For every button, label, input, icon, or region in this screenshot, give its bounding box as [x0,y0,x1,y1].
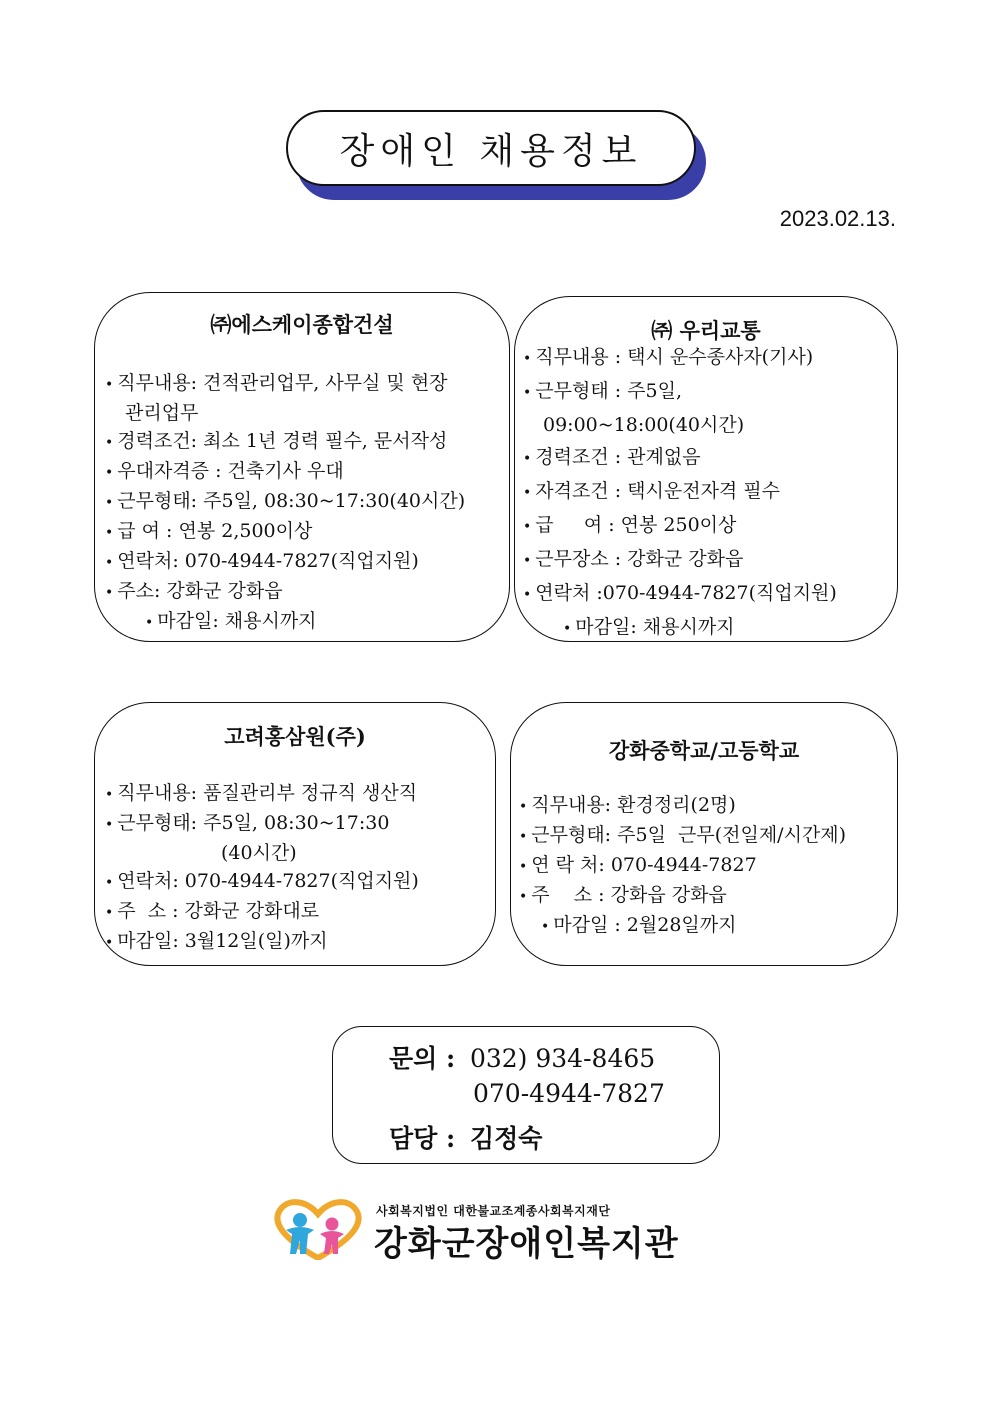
list-item: • 마감일: 채용시까지 [563,616,735,638]
job-card-korea-ginseng [94,702,496,966]
job-detail-list [519,791,846,941]
list-item: • 직무내용: 견적관리업무, 사무실 및 현장 [105,372,448,394]
list-item: • 급 여 : 연봉 250이상 [523,514,737,536]
job-card-ganghwa-school [510,702,898,966]
list-item: • 마감일: 채용시까지 [145,610,317,632]
list-item: • 주 소 : 강화군 강화대로 [105,900,320,922]
list-item: • 직무내용: 품질관리부 정규직 생산직 [105,782,418,804]
list-item: • 근무형태: 주5일, 08:30~17:30 [105,812,390,834]
list-item: 09:00~18:00(40시간) [543,414,745,436]
list-item: • 경력조건: 최소 1년 경력 필수, 문서작성 [105,430,448,452]
manager-line [389,1119,542,1155]
list-item: • 우대자격증 : 건축기사 우대 [105,460,344,482]
card-title: 고려홍삼원(주) [224,724,366,749]
manager-label: 담당 : [389,1124,456,1153]
list-item: (40시간) [221,842,297,864]
manager-name: 김정숙 [469,1124,543,1153]
logo-name: 강화군장애인복지관 [374,1224,679,1264]
list-item: 관리업무 [125,402,199,424]
card-title: 강화중학교/고등학교 [608,738,800,763]
page-title: 장애인 채용정보 [339,130,643,172]
job-detail-list [105,779,419,957]
list-item: • 근무형태 : 주5일, [523,380,682,402]
list-item: • 마감일: 3월12일(일)까지 [105,930,328,952]
list-item: • 주소: 강화군 강화읍 [105,580,283,602]
contact-phone-line [389,1039,655,1075]
logo-subtitle: 사회복지법인 대한불교조계종사회복지재단 [376,1204,611,1218]
list-item: • 연 락 처: 070-4944-7827 [519,854,757,876]
list-item: • 근무형태: 주5일 근무(전일제/시간제) [519,824,847,846]
list-item: • 연락처: 070-4944-7827(직업지원) [105,550,419,572]
job-card-woori-transport [514,296,898,642]
job-detail-list [105,369,465,637]
contact-phone-1: 032) 934-8465 [469,1044,656,1073]
list-item: • 근무장소 : 강화군 강화읍 [523,548,744,570]
job-card-sk-construction [94,292,510,642]
contact-phone-line-2 [473,1079,665,1108]
title-box [286,110,696,186]
heart-family-icon [272,1198,364,1260]
contact-phone-2: 070-4944-7827 [473,1079,665,1108]
card-title: ㈜ 우리교통 [651,318,761,343]
list-item: • 마감일 : 2월28일까지 [541,914,737,936]
job-detail-list [523,341,837,645]
list-item: • 연락처: 070-4944-7827(직업지원) [105,870,419,892]
list-item: • 자격조건 : 택시운전자격 필수 [523,480,781,502]
welfare-center-logo [272,1196,742,1266]
list-item: • 연락처 :070-4944-7827(직업지원) [523,582,837,604]
contact-box [332,1026,720,1164]
list-item: • 직무내용: 환경정리(2명) [519,794,736,816]
contact-label: 문의 : [389,1044,456,1073]
list-item: • 주 소 : 강화읍 강화읍 [519,884,727,906]
list-item: • 근무형태: 주5일, 08:30~17:30(40시간) [105,490,466,512]
card-title: ㈜에스케이종합건설 [210,312,394,337]
document-date: 2023.02.13. [779,206,896,231]
list-item: • 경력조건 : 관계없음 [523,446,701,468]
list-item: • 급 여 : 연봉 2,500이상 [105,520,313,542]
list-item: • 직무내용 : 택시 운수종사자(기사) [523,346,814,368]
